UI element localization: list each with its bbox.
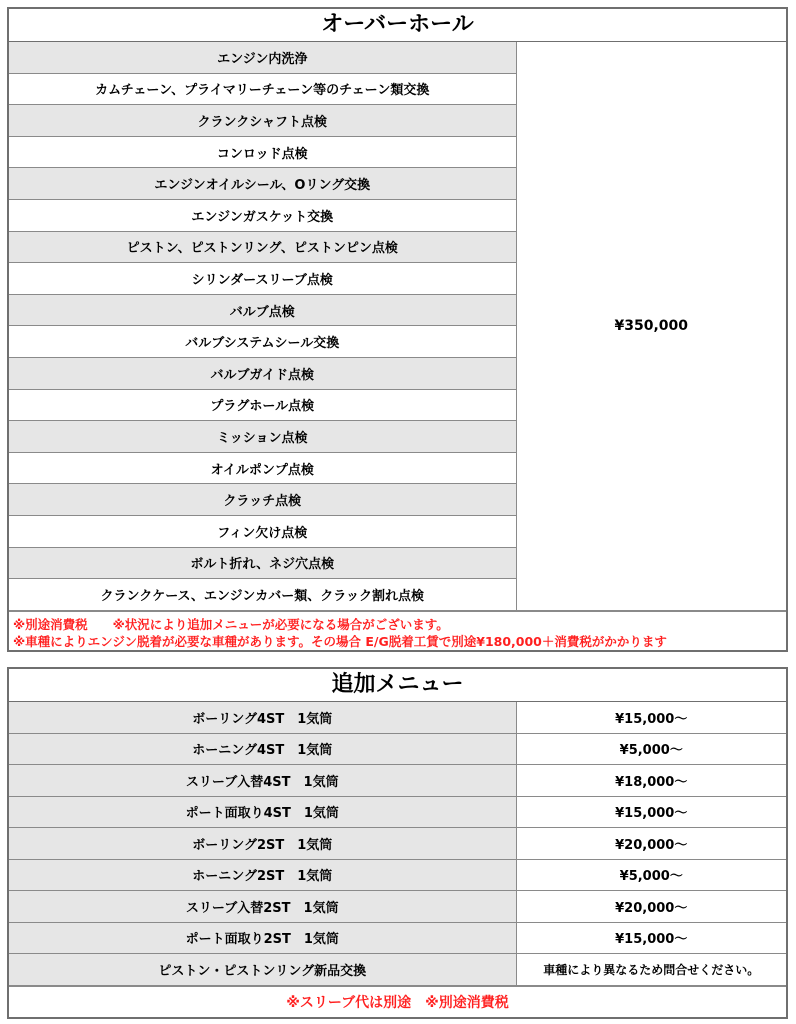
additional-menu-row (9, 702, 786, 733)
additional-menu-row (9, 828, 786, 860)
additional-menu-item: ボーリング2ST 1気筒 (9, 828, 516, 860)
overhaul-item: バルブシステムシール交換 (9, 326, 516, 358)
overhaul-item: バルブガイド点検 (9, 357, 516, 389)
additional-menu-item: スリーブ入替2ST 1気筒 (9, 891, 516, 923)
overhaul-item: コンロッド点検 (9, 136, 516, 168)
additional-menu-footnote: ※スリーブ代は別途 ※別途消費税 (9, 986, 786, 1019)
additional-menu-price: ¥18,000〜 (516, 765, 786, 797)
additional-menu-item: ホーニング4ST 1気筒 (9, 733, 516, 765)
additional-menu-price: ¥15,000〜 (516, 796, 786, 828)
additional-menu-price: ¥20,000〜 (516, 891, 786, 923)
additional-menu-item: ポート面取り4ST 1気筒 (9, 796, 516, 828)
additional-menu-row (9, 765, 786, 797)
overhaul-row (9, 42, 786, 73)
additional-menu-price: ¥15,000〜 (516, 702, 786, 733)
overhaul-item: オイルポンプ点検 (9, 452, 516, 484)
additional-menu-row (9, 922, 786, 954)
overhaul-item: シリンダースリーブ点検 (9, 263, 516, 295)
additional-menu-price: ¥20,000〜 (516, 828, 786, 860)
additional-menu-item: ボーリング4ST 1気筒 (9, 702, 516, 733)
overhaul-item: エンジンオイルシール、Oリング交換 (9, 168, 516, 200)
additional-menu-item: ポート面取り2ST 1気筒 (9, 922, 516, 954)
additional-menu-row (9, 733, 786, 765)
additional-menu-row (9, 859, 786, 891)
additional-menu-price: ¥15,000〜 (516, 922, 786, 954)
overhaul-item: エンジンガスケット交換 (9, 199, 516, 231)
overhaul-item: クラッチ点検 (9, 484, 516, 516)
overhaul-notes (9, 611, 786, 653)
additional-menu-row (9, 954, 786, 986)
additional-menu-item: ホーニング2ST 1気筒 (9, 859, 516, 891)
overhaul-section (7, 7, 788, 652)
overhaul-item: ピストン、ピストンリング、ピストンピン点検 (9, 231, 516, 263)
additional-menu-price: ¥5,000〜 (516, 733, 786, 765)
overhaul-item: エンジン内洗浄 (9, 42, 516, 73)
overhaul-item: プラグホール点検 (9, 389, 516, 421)
overhaul-item: カムチェーン、プライマリーチェーン等のチェーン類交換 (9, 73, 516, 105)
additional-menu-row (9, 796, 786, 828)
overhaul-price: ¥350,000 (516, 42, 786, 610)
additional-menu-price: 車種により異なるため問合せください。 (516, 954, 786, 986)
overhaul-title: オーバーホール (9, 9, 786, 42)
overhaul-item: フィン欠け点検 (9, 515, 516, 547)
overhaul-item: ミッション点検 (9, 421, 516, 453)
overhaul-note-line: ※車種によりエンジン脱着が必要な車種があります。その場合 E/G脱着工賃で別途¥180,000＋消費税がかかります (13, 633, 667, 649)
overhaul-item: バルブ点検 (9, 294, 516, 326)
additional-menu-price: ¥5,000〜 (516, 859, 786, 891)
additional-menu-row (9, 891, 786, 923)
additional-menu-table (9, 702, 786, 986)
additional-menu-title: 追加メニュー (9, 669, 786, 702)
overhaul-table (9, 42, 786, 611)
overhaul-item: ボルト折れ、ネジ穴点検 (9, 547, 516, 579)
overhaul-item: クランクケース、エンジンカバー類、クラック割れ点検 (9, 579, 516, 611)
overhaul-note-line: ※別途消費税 ※状況により追加メニューが必要になる場合がございます。 (13, 616, 449, 632)
additional-menu-section (7, 667, 788, 1019)
additional-menu-item: スリーブ入替4ST 1気筒 (9, 765, 516, 797)
overhaul-item: クランクシャフト点検 (9, 105, 516, 137)
additional-menu-item: ピストン・ピストンリング新品交換 (9, 954, 516, 986)
